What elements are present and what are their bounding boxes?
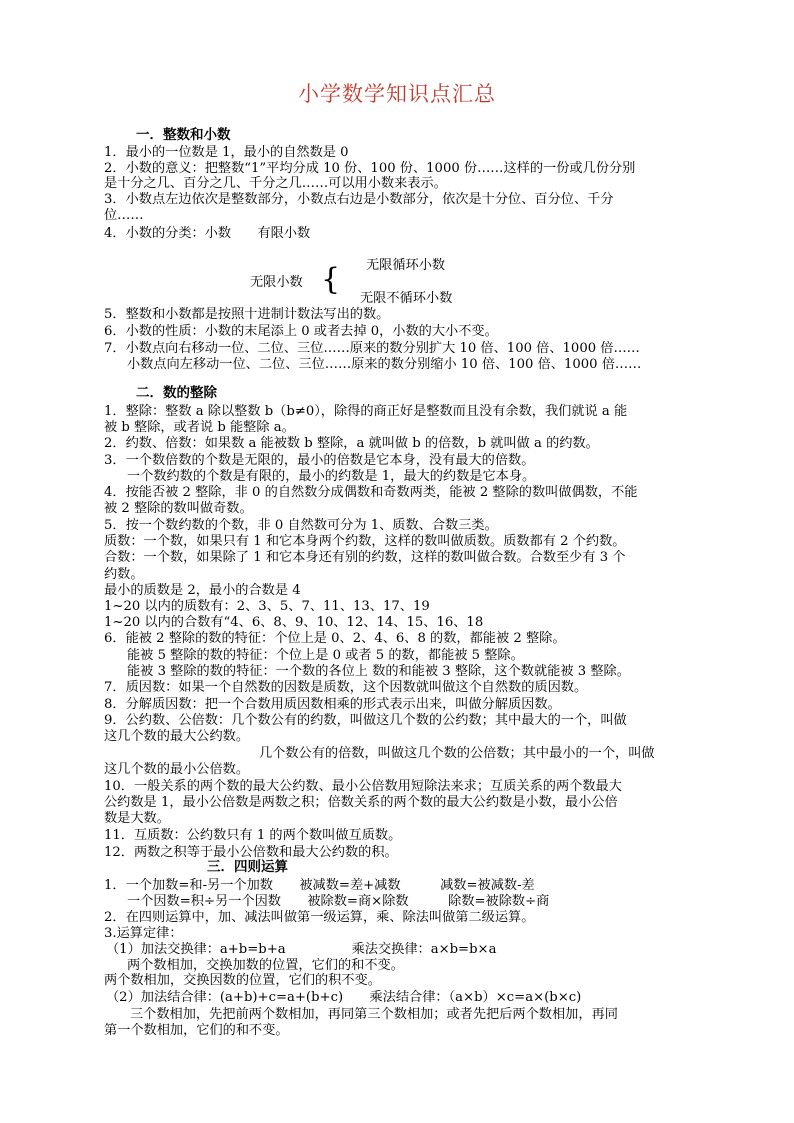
text-line: 两个数相加，交换因数的位置，它们的积不变。 xyxy=(104,973,381,988)
text-line: 最小的质数是 2，最小的合数是 4 xyxy=(104,583,301,598)
text-line: 几个数公有的倍数，叫做这几个数的公倍数；其中最小的一个，叫做 xyxy=(259,746,655,761)
text-line: 无限小数 xyxy=(250,275,303,290)
text-line: 是十分之几、百分之几、千分之几……可以用小数来表示。 xyxy=(104,176,447,191)
text-line: 2．在四则运算中，加、减法叫做第一级运算，乘、除法叫做第二级运算。 xyxy=(104,910,535,925)
text-line: 2．约数、倍数：如果数 a 能被数 b 整除，a 就叫做 b 的倍数，b 就叫做 a 的约数。 xyxy=(104,436,599,451)
text-line: 被 b 整除，或者说 b 能整除 a。 xyxy=(104,420,295,435)
text-line: 9．公约数、公倍数：几个数公有的约数，叫做这几个数的公约数；其中最大的一个，叫做 xyxy=(104,713,627,728)
text-line: 4．小数的分类：小数 有限小数 xyxy=(104,226,311,241)
text-line: 合数：一个数，如果除了 1 和它本身还有别的约数，这样的数叫做合数。合数至少有 3 个 xyxy=(104,550,626,565)
text-line: 被 2 整除的数叫做奇数。 xyxy=(104,501,253,516)
text-line: 公约数是 1，最小公倍数是两数之积；倍数关系的两个数的最大公约数是小数，最小公倍 xyxy=(104,795,618,810)
text-line: 3.运算定律： xyxy=(104,926,183,941)
text-line: 12．两数之积等于最小公倍数和最大公约数的积。 xyxy=(104,845,398,860)
text-line: （1）加法交换律：a+b=b+a 乘法交换律：a×b=b×a xyxy=(106,942,497,957)
text-line: 5．按一个数约数的个数，非 0 自然数可分为 1、质数、合数三类。 xyxy=(104,518,498,533)
text-line: 6．小数的性质：小数的末尾添上 0 或者去掉 0，小数的大小不变。 xyxy=(104,324,498,339)
text-line: 4．按能否被 2 整除，非 0 的自然数分成偶数和奇数两类，能被 2 整除的数叫做偶数，不能 xyxy=(104,485,638,500)
text-line: 5．整数和小数都是按照十进制计数法写出的数。 xyxy=(104,307,390,322)
text-line: 一个数约数的个数是有限的，最小的约数是 1，最大的约数是它本身。 xyxy=(127,469,536,484)
text-line: 这几个数的最小公倍数。 xyxy=(104,762,250,777)
text-line: 能被 5 整除的数的特征：个位上是 0 或者 5 的数，都能被 5 整除。 xyxy=(127,648,524,663)
text-line: 无限不循环小数 xyxy=(360,291,453,306)
section-heading-3: 三．四则运算 xyxy=(207,859,288,875)
text-line: 三个数相加，先把前两个数相加，再同第三个数相加；或者先把后两个数相加，再同 xyxy=(130,1007,618,1022)
text-line: 1．最小的一位数是 1，最小的自然数是 0 xyxy=(104,145,349,160)
page-title: 小学数学知识点汇总 xyxy=(298,82,496,106)
section-heading-2: 二．数的整除 xyxy=(136,385,217,401)
text-line: 7．质因数：如果一个自然数的因数是质数，这个因数就叫做这个自然数的质因数。 xyxy=(104,680,588,695)
text-line: 一个因数=积÷另一个因数 被除数=商×除数 除数=被除数÷商 xyxy=(127,894,550,909)
text-line: 这几个数的最大公约数。 xyxy=(104,729,250,744)
text-line: 位…… xyxy=(104,208,144,223)
text-line: 3．一个数倍数的个数是无限的，最小的倍数是它本身，没有最大的倍数。 xyxy=(104,453,535,468)
text-line: 7．小数点向右移动一位、二位、三位……原来的数分别扩大 10 倍、100 倍、1000 倍…… xyxy=(104,341,640,356)
text-line: 1．一个加数=和-另一个加数 被减数=差+减数 减数=被减数-差 xyxy=(104,878,535,893)
text-line: 约数。 xyxy=(104,567,144,582)
text-line: 小数点向左移动一位、二位、三位……原来的数分别缩小 10 倍、100 倍、1000 倍…… xyxy=(127,357,642,372)
text-line: 1．整除：整数 a 除以整数 b（b≠0），除得的商正好是整数而且没有余数，我们就说 a 能 xyxy=(104,404,628,419)
text-line: （2）加法结合律：(a+b)+c=a+(b+c) 乘法结合律：（a×b）×c=a×(b×c) xyxy=(106,990,582,1005)
text-line: 8．分解质因数：把一个合数用质因数相乘的形式表示出来，叫做分解质因数。 xyxy=(104,697,561,712)
text-line: 2．小数的意义：把整数“1”平均分成 10 份、100 份、1000 份……这样的一份或几份分别 xyxy=(104,161,636,176)
text-line: 1~20 以内的质数有：2、3、5、7、11、13、17、19 xyxy=(104,599,430,614)
text-line: 3．小数点左边依次是整数部分，小数点右边是小数部分，依次是十分位、百分位、千分 xyxy=(104,192,614,207)
text-line: 1~20 以内的合数有“4、6、8、9、10、12、14、15、16、18 xyxy=(104,615,484,630)
section-heading-1: 一．整数和小数 xyxy=(136,127,231,143)
text-line: 10．一般关系的两个数的最大公约数、最小公倍数用短除法来求；互质关系的两个数最大 xyxy=(104,779,622,794)
text-line: 11．互质数：公约数只有 1 的两个数叫做互质数。 xyxy=(104,828,402,843)
text-line: 能被 3 整除的数的特征：一个数的各位上 数的和能被 3 整除，这个数就能被 3 整除。 xyxy=(127,664,630,679)
text-line: 数是大数。 xyxy=(104,811,170,826)
brace-symbol: { xyxy=(321,262,341,297)
text-line: 质数：一个数，如果只有 1 和它本身两个约数，这样的数叫做质数。质数都有 2 个约数。 xyxy=(104,534,626,549)
text-line: 两个数相加，交换加数的位置，它们的和不变。 xyxy=(127,958,404,973)
text-line: 无限循环小数 xyxy=(366,258,446,273)
text-line: 6．能被 2 整除的数的特征：个位上是 0、2、4、6、8 的数，都能被 2 整除。 xyxy=(104,631,566,646)
text-line: 第一个数相加，它们的和不变。 xyxy=(104,1023,289,1038)
